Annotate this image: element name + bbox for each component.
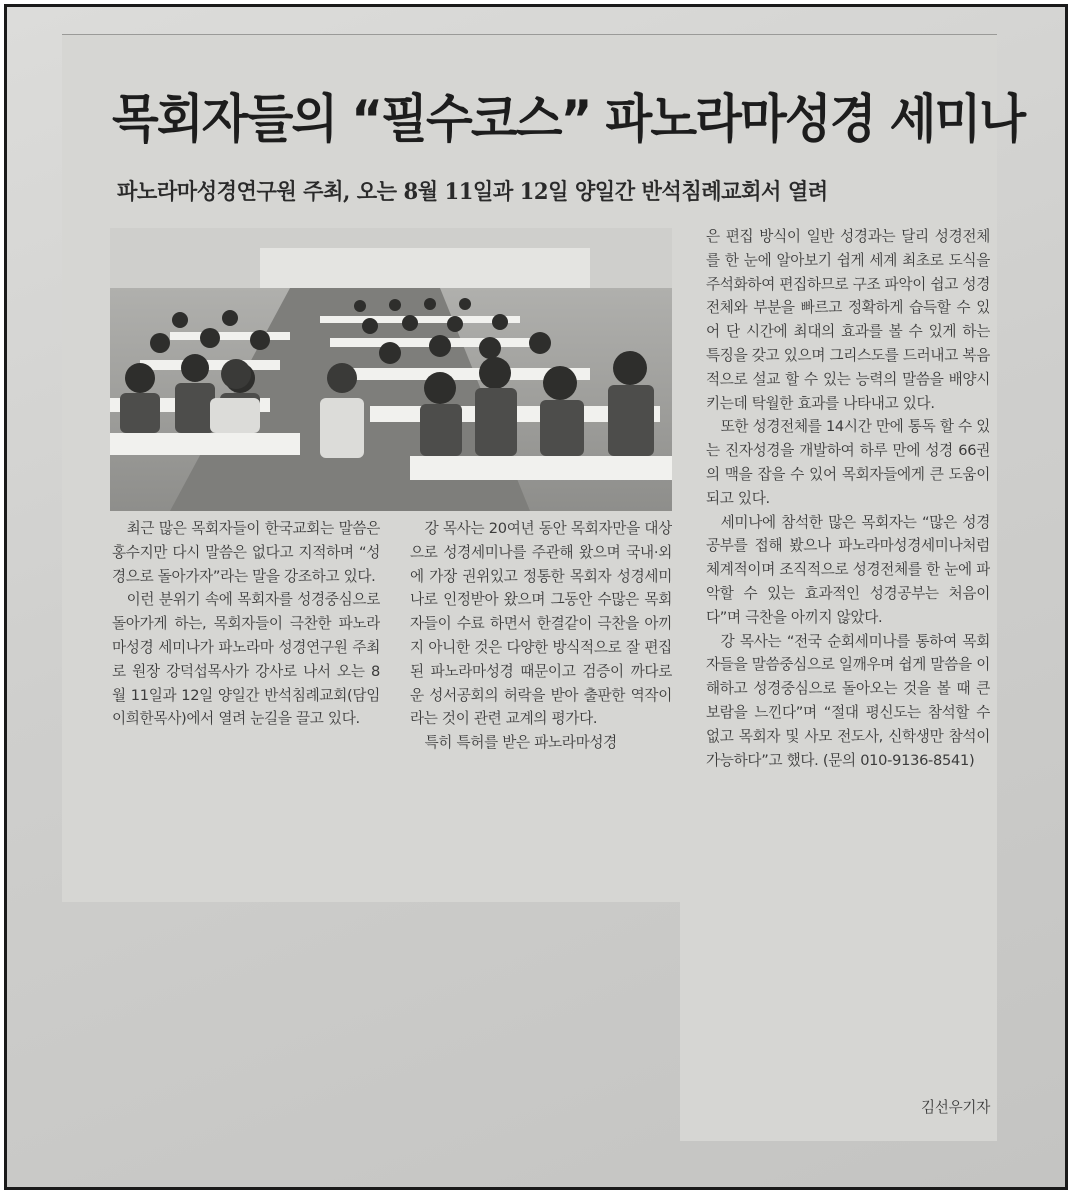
body-column-3	[706, 225, 990, 1115]
body-column-1	[112, 517, 380, 857]
paragraph: 또한 성경전체를 14시간 만에 통독 할 수 있는 진자성경을 개발하여 하루 만에 성경 66권의 맥을 잡을 수 있어 목회자들에게 큰 도움이 되고 있다.	[706, 418, 990, 507]
clipping-top-edge	[62, 34, 997, 41]
paragraph: 강 목사는 20여년 동안 목회자만을 대상으로 성경세미나를 주관해 왔으며 국내·외에 가장 권위있고 정통한 목회자 성경세미나로 인정받아 왔으며 그동안 수많은 목회자들이 수료 하면서 한결같이 극찬을 아끼지 아니한 것은 다양한 방식적으로 잘 편집된 파노라마성경 때문이고 검증이 까다로운 성서공회의 허락을 받아 출판한 역작이 라는 것이 관련 교계의 평가다.	[410, 520, 672, 728]
paragraph: 최근 많은 목회자들이 한국교회는 말씀은 홍수지만 다시 말씀은 없다고 지적하며 “성경으로 돌아가자”라는 말을 강조하고 있다.	[112, 520, 380, 585]
paragraph: 은 편집 방식이 일반 성경과는 달리 성경전체를 한 눈에 알아보기 쉽게 세계 최초로 도식을 주석화하여 편집하므로 구조 파악이 쉽고 성경 전체와 부분을 빠르고 정확하게 습득할 수 있어 단 시간에 최대의 효과를 볼 수 있게 하는 특징을 갖고 있으며 그리스도를 드러내고 복음적으로 설교 할 수 있는 능력의 말씀을 배양시키는데 탁월한 효과를 나타내고 있다.	[706, 228, 990, 412]
seminar-photo	[110, 228, 672, 511]
seminar-photo-image	[110, 228, 672, 511]
body-column-2	[410, 517, 672, 862]
paragraph: 특히 특허를 받은 파노라마성경	[424, 734, 617, 752]
paragraph: 강 목사는 “전국 순회세미나를 통하여 목회자들을 말씀중심으로 일깨우며 쉽게 말씀을 이해하고 성경중심으로 돌아오는 것을 볼 때 큰 보람을 느낀다”며 “절대 평신도는 참석할 수 없고 목회자 및 사모 전도사, 신학생만 참석이 가능하다”고 했다. (문의 010-9136-8541)	[706, 632, 990, 769]
paragraph: 이런 분위기 속에 목회자를 성경중심으로 돌아가게 하는, 목회자들이 극찬한 파노라마성경 세미나가 파노라마 성경연구원 주최로 원장 강덕섭목사가 강사로 나서 오는 8월 11일과 12일 양일간 반석침례교회(담임 이희한목사)에서 열려 눈길을 끌고 있다.	[112, 591, 380, 728]
byline: 김선우기자	[921, 1099, 990, 1116]
subheadline: 파노라마성경연구원 주최, 오는 8월 11일과 12일 양일간 반석침례교회서 열려	[117, 179, 828, 205]
headline: 목회자들의 “필수코스” 파노라마성경 세미나	[112, 90, 1025, 150]
paragraph: 세미나에 참석한 많은 목회자는 “많은 성경공부를 접해 봤으나 파노라마성경세미나처럼 체계적이며 조직적으로 성경전체를 한 눈에 파악할 수 있는 효과적인 성경공부는 처음이다”며 극찬을 아끼지 않았다.	[706, 513, 990, 626]
